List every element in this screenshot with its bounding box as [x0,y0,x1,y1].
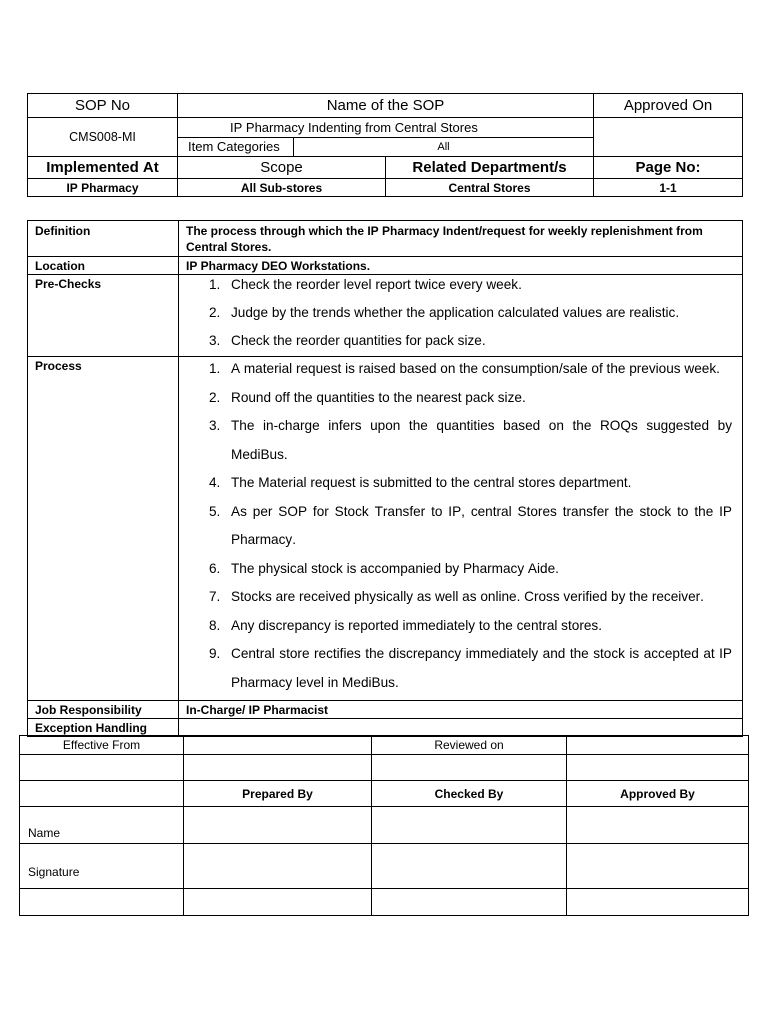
sop-header-table [27,93,743,197]
signature-row [20,844,749,889]
signature-label: Signature [20,844,184,889]
sop-identity-row [28,118,743,138]
list-item [179,412,732,469]
effective-review-row [20,736,749,755]
list-item-number: 9. [209,646,221,661]
list-item [179,357,732,384]
prechecks-row [28,275,743,357]
checked-by-name-cell [372,807,567,844]
approved-by-signature-cell [567,844,749,889]
list-item-text: Central store rectifies the discrepancy immediately and the stock is accepted at IP Pharmacy level in MediBus. [231,646,732,690]
blank-cell [20,889,184,916]
page-no-value: 1-1 [594,179,743,197]
signoff-corner-cell [20,781,184,807]
reviewed-on-label: Reviewed on [372,736,567,755]
list-item-number: 6. [209,560,221,576]
list-item-number: 4. [209,475,221,490]
list-item [179,555,732,584]
list-item-number: 3. [209,418,221,433]
process-label: Process [28,357,179,701]
signoff-table [19,735,749,916]
list-item-number: 2. [209,305,221,320]
blank-row [20,889,749,916]
list-item [179,299,732,327]
effective-from-value [184,736,372,755]
signoff-header-row [20,781,749,807]
list-item-number: 5. [209,503,221,519]
list-item-number: 1. [209,361,221,376]
prepared-by-name-cell [184,807,372,844]
prechecks-list [179,275,732,356]
prechecks-label: Pre-Checks [28,275,179,357]
location-value: IP Pharmacy DEO Workstations. [179,257,743,275]
exception-handling-value [179,719,743,737]
blank-cell [372,755,567,781]
blank-cell [184,889,372,916]
list-item-text: The in-charge infers upon the quantities based on the ROQs suggested by MediBus. [231,418,732,462]
list-item [179,275,732,300]
list-item-number: 1. [209,277,221,292]
job-responsibility-value: In-Charge/ IP Pharmacist [179,701,743,719]
list-item-number: 7. [209,589,221,604]
prechecks-list-cell [179,275,743,357]
definition-row [28,221,743,257]
approved-by-name-cell [567,807,749,844]
list-item-number: 3. [209,333,221,348]
page-no-label: Page No: [594,157,743,179]
job-responsibility-label: Job Responsibility [28,701,179,719]
blank-row [20,755,749,781]
name-row [20,807,749,844]
item-categories-label: Item Categories [178,138,294,157]
list-item [179,327,732,355]
checked-by-signature-cell [372,844,567,889]
sop-name-label: Name of the SOP [178,94,594,118]
definition-value: The process through which the IP Pharmacy Indent/request for weekly replenishment from Central Stores. [179,221,743,257]
effective-from-label: Effective From [20,736,184,755]
list-item-text: Any discrepancy is reported immediately to the central stores. [231,617,602,633]
exception-handling-row [28,719,743,737]
blank-cell [184,755,372,781]
list-item [179,384,732,413]
list-item-text: Check the reorder level report twice every week. [231,277,522,292]
list-item-text: A material request is raised based on the consumption/sale of the previous week. [231,361,720,376]
sop-meta-value-row [28,179,743,197]
checked-by-label: Checked By [372,781,567,807]
scope-value: All Sub-stores [178,179,386,197]
list-item-text: Stocks are received physically as well as online. Cross verified by the receiver. [231,589,704,604]
sop-meta-header-row [28,157,743,179]
exception-handling-label: Exception Handling [28,719,179,737]
list-item [179,469,732,498]
scope-label: Scope [178,157,386,179]
sop-name-value: IP Pharmacy Indenting from Central Stores [178,118,594,138]
process-row [28,357,743,701]
list-item-text: Round off the quantities to the nearest pack size. [231,389,526,405]
reviewed-on-value [567,736,749,755]
definition-label: Definition [28,221,179,257]
name-label: Name [20,807,184,844]
list-item [179,612,732,641]
list-item [179,498,732,555]
approved-on-value [594,118,743,157]
blank-cell [372,889,567,916]
sop-title-row [28,94,743,118]
list-item-text: The Material request is submitted to the central stores department. [231,475,632,490]
implemented-at-label: Implemented At [28,157,178,179]
sop-no-value: CMS008-MI [28,118,178,157]
prepared-by-label: Prepared By [184,781,372,807]
job-responsibility-row [28,701,743,719]
list-item-text: The physical stock is accompanied by Pharmacy Aide. [231,560,559,576]
related-department-label: Related Department/s [386,157,594,179]
blank-cell [567,889,749,916]
list-item-number: 2. [209,389,221,405]
approved-by-label: Approved By [567,781,749,807]
process-list-cell [179,357,743,701]
blank-cell [20,755,184,781]
location-row [28,257,743,275]
blank-cell [567,755,749,781]
sop-details-table [27,220,743,737]
location-label: Location [28,257,179,275]
list-item-text: Judge by the trends whether the application calculated values are realistic. [231,305,680,320]
list-item-text: As per SOP for Stock Transfer to IP, central Stores transfer the stock to the IP Pharmacy. [231,503,732,547]
approved-on-label: Approved On [594,94,743,118]
list-item [179,640,732,697]
related-department-value: Central Stores [386,179,594,197]
implemented-at-value: IP Pharmacy [28,179,178,197]
sop-no-label: SOP No [28,94,178,118]
list-item-text: Check the reorder quantities for pack size. [231,333,486,348]
item-categories-value: All [294,138,594,157]
list-item [179,583,732,612]
process-list [179,357,732,698]
prepared-by-signature-cell [184,844,372,889]
list-item-number: 8. [209,617,221,633]
